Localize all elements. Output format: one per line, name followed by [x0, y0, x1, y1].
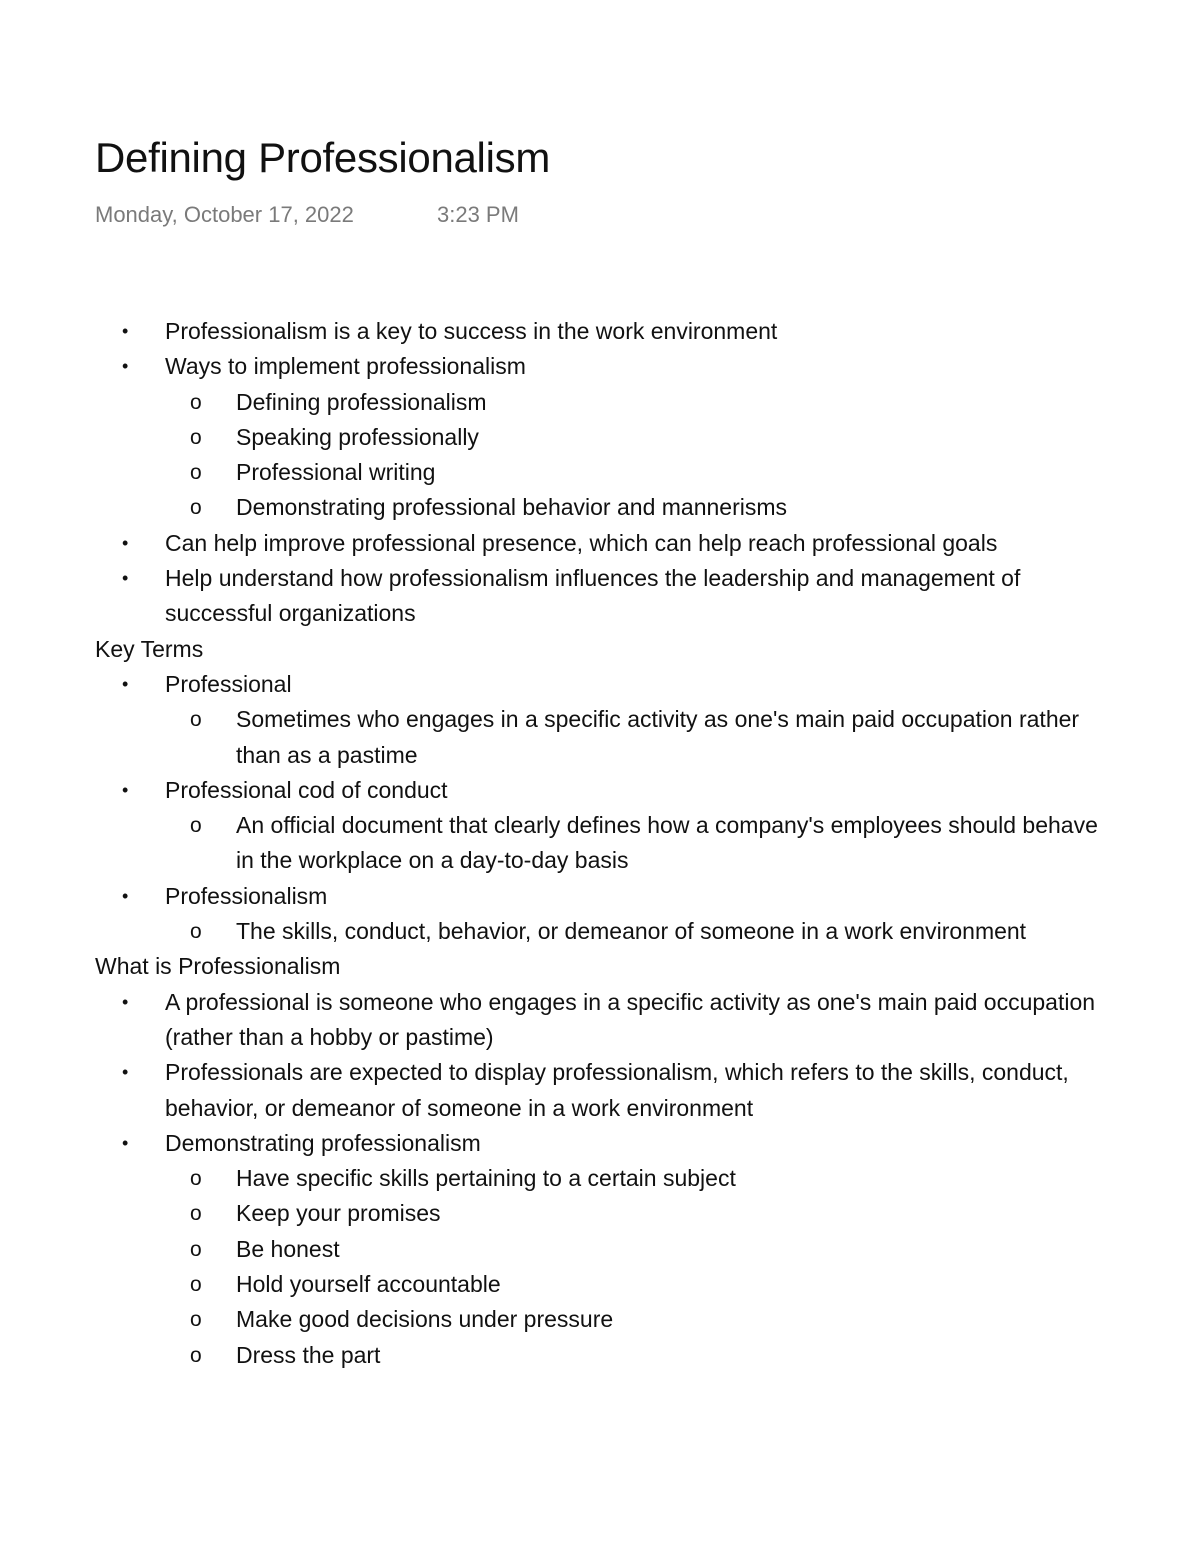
circle-bullet-icon: o — [190, 1237, 202, 1261]
circle-bullet-icon: o — [190, 390, 202, 414]
list-item: • Professionalism o The skills, conduct, behavior, or demeanor of someone in a work environment — [95, 879, 1105, 950]
page-title: Defining Professionalism — [95, 134, 551, 181]
sub-list-item: o An official document that clearly defines how a company's employees should behave in the workplace on a day-to-day basis — [165, 808, 1105, 879]
sub-list — [165, 808, 1105, 879]
circle-bullet-icon: o — [190, 920, 202, 944]
circle-bullet-icon: o — [190, 708, 202, 732]
key-terms-list — [95, 667, 1105, 949]
bullet-icon: • — [122, 356, 129, 377]
circle-bullet-icon: o — [190, 1343, 202, 1367]
sub-list — [165, 914, 1105, 949]
note-time: 3:23 PM — [437, 202, 519, 227]
note-page — [95, 132, 1105, 1368]
sub-list-item: o Have specific skills pertaining to a certain subject — [165, 1161, 1105, 1196]
bullet-icon: • — [122, 885, 129, 906]
circle-bullet-icon: o — [190, 1167, 202, 1191]
circle-bullet-icon: o — [190, 461, 202, 485]
section-heading-key-terms: Key Terms — [95, 635, 204, 662]
list-item: • Ways to implement professionalism o Defining professionalism o Speaking professionally o Professional writing o Demonstrating professional behavior and mannerisms — [95, 349, 1105, 525]
circle-bullet-icon: o — [190, 1273, 202, 1297]
note-date: Monday, October 17, 2022 — [95, 202, 354, 227]
list-item: • Professional cod of conduct o An official document that clearly defines how a company's employees should behave in the workplace on a day-to-day basis — [95, 773, 1105, 879]
bullet-icon: • — [122, 1132, 129, 1153]
bullet-icon: • — [122, 321, 129, 341]
sub-list-item: o Keep your promises — [165, 1196, 1105, 1231]
sub-list-item: o Sometimes who engages in a specific activity as one's main paid occupation rather than as a pastime — [165, 702, 1105, 773]
sub-list-item: o Dress the part — [165, 1338, 1105, 1373]
sub-list-item: o Defining professionalism — [165, 385, 1105, 420]
circle-bullet-icon: o — [190, 425, 202, 449]
intro-list — [95, 314, 1105, 632]
sub-list — [165, 1161, 1105, 1373]
sub-list-item: o Demonstrating professional behavior and mannerisms — [165, 490, 1105, 525]
sub-list-item: o The skills, conduct, behavior, or demeanor of someone in a work environment — [165, 914, 1105, 949]
list-item: • Professionals are expected to display professionalism, which refers to the skills, conduct, behavior, or demeanor of someone in a work environment — [95, 1055, 1105, 1126]
circle-bullet-icon: o — [190, 496, 202, 520]
bullet-icon: • — [122, 568, 129, 589]
circle-bullet-icon: o — [190, 1308, 202, 1332]
bullet-icon: • — [122, 673, 129, 694]
circle-bullet-icon: o — [190, 814, 202, 838]
bullet-icon: • — [122, 779, 129, 800]
list-item: • Can help improve professional presence, which can help reach professional goals — [95, 526, 1105, 561]
list-item: • Demonstrating professionalism o Have specific skills pertaining to a certain subject o Keep your promises o Be honest o Hold yourself accountable o Make good decisions under pressure o Dress the part — [95, 1126, 1105, 1373]
sub-list — [165, 702, 1105, 773]
circle-bullet-icon: o — [190, 1202, 202, 1226]
list-item: • A professional is someone who engages in a specific activity as one's main paid occupation (rather than a hobby or pastime) — [95, 985, 1105, 1056]
bullet-icon: • — [122, 991, 129, 1012]
note-timestamp — [95, 200, 1105, 230]
sub-list — [165, 385, 1105, 526]
list-item: • Professional o Sometimes who engages in a specific activity as one's main paid occupation rather than as a pastime — [95, 667, 1105, 773]
section-heading-what-is: What is Professionalism — [95, 953, 341, 980]
list-item: • Professionalism is a key to success in the work environment — [95, 314, 1105, 349]
sub-list-item: o Professional writing — [165, 455, 1105, 490]
list-item: • Help understand how professionalism influences the leadership and management of successful organizations — [95, 561, 1105, 632]
what-is-list — [95, 985, 1105, 1373]
sub-list-item: o Hold yourself accountable — [165, 1267, 1105, 1302]
bullet-icon: • — [122, 532, 129, 553]
sub-list-item: o Be honest — [165, 1232, 1105, 1267]
sub-list-item: o Speaking professionally — [165, 420, 1105, 455]
bullet-icon: • — [122, 1062, 129, 1083]
note-body — [95, 314, 1105, 1373]
sub-list-item: o Make good decisions under pressure — [165, 1302, 1105, 1337]
